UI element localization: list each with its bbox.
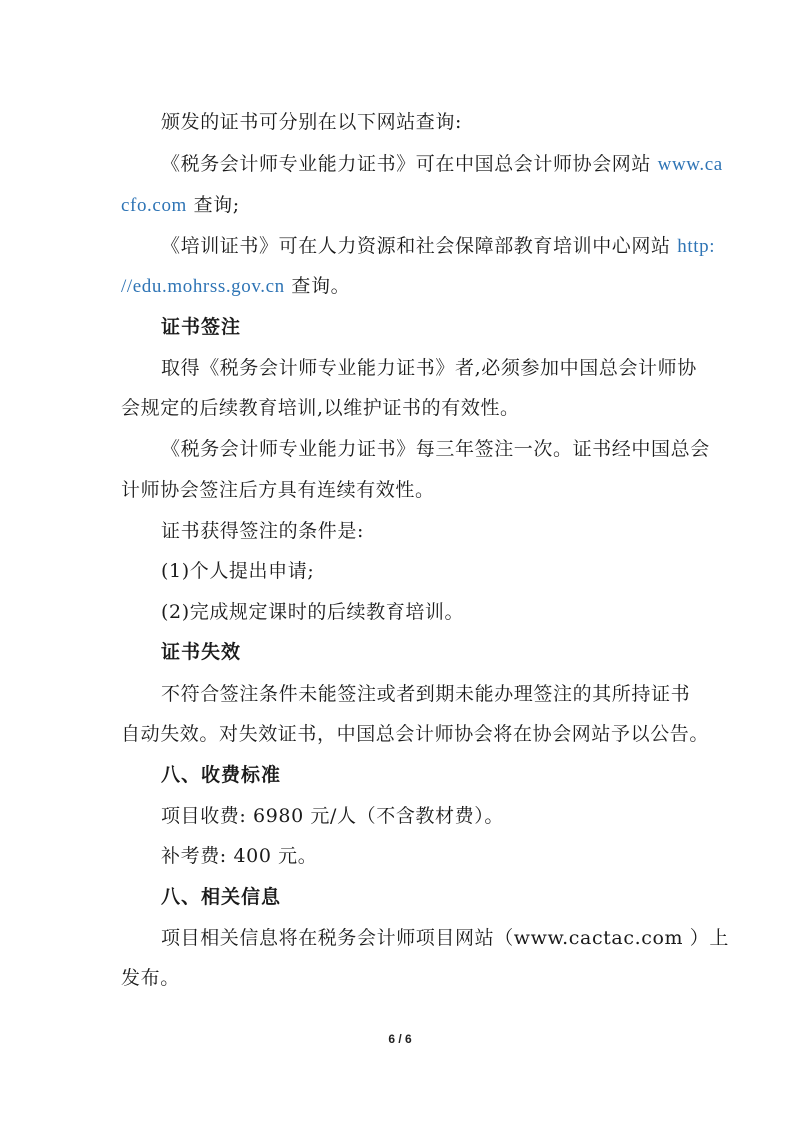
paragraph-project-fee: 项目收费: 6980 元/人（不含教材费）。 bbox=[161, 805, 504, 827]
list-item-condition-1: (1)个人提出申请; bbox=[161, 560, 315, 582]
paragraph-text: 《税务会计师专业能力证书》可在中国总会计师协会网站 bbox=[161, 153, 658, 175]
paragraph-invalid-rule: 不符合签注条件未能签注或者到期未能办理签注的其所持证书 bbox=[161, 683, 691, 705]
paragraph-signing-period: 《税务会计师专业能力证书》每三年签注一次。证书经中国总会 bbox=[161, 438, 710, 460]
paragraph-signing-conditions: 证书获得签注的条件是: bbox=[161, 520, 365, 542]
heading-related-info: 八、相关信息 bbox=[161, 886, 282, 908]
page-number: 6 / 6 bbox=[388, 1032, 412, 1046]
mohrss-link[interactable]: http: bbox=[677, 236, 716, 257]
paragraph-tax-cert-query bbox=[161, 150, 723, 179]
heading-certificate-invalid: 证书失效 bbox=[161, 641, 242, 663]
paragraph-info-website-cont: 发布。 bbox=[121, 967, 180, 989]
paragraph-info-website: 项目相关信息将在税务会计师项目网站（www.cactac.com ）上 bbox=[161, 927, 729, 949]
paragraph-text: 查询。 bbox=[284, 275, 351, 297]
cacfo-link-cont[interactable]: cfo.com bbox=[121, 195, 187, 216]
paragraph-retake-fee: 补考费: 400 元。 bbox=[161, 845, 318, 867]
paragraph-continuing-education-cont: 会规定的后续教育培训,以维护证书的有效性。 bbox=[121, 397, 520, 419]
paragraph-text: 《培训证书》可在人力资源和社会保障部教育培训中心网站 bbox=[161, 235, 678, 257]
paragraph-signing-period-cont: 计师协会签注后方具有连续有效性。 bbox=[121, 479, 435, 501]
paragraph-continuing-education: 取得《税务会计师专业能力证书》者,必须参加中国总会计师协 bbox=[161, 357, 697, 379]
heading-certificate-signing: 证书签注 bbox=[161, 316, 242, 338]
heading-fee-standard: 八、收费标准 bbox=[161, 764, 282, 786]
paragraph-training-cert-query-cont bbox=[121, 272, 350, 301]
paragraph-training-cert-query bbox=[161, 232, 715, 261]
mohrss-link-cont[interactable]: //edu.mohrss.gov.cn bbox=[121, 276, 285, 297]
paragraph-certificate-query: 颁发的证书可分别在以下网站查询: bbox=[161, 111, 463, 133]
list-item-condition-2: (2)完成规定课时的后续教育培训。 bbox=[161, 601, 465, 623]
cacfo-link[interactable]: www.ca bbox=[657, 154, 723, 175]
paragraph-tax-cert-query-cont bbox=[121, 191, 240, 220]
paragraph-text: 查询; bbox=[186, 194, 240, 216]
paragraph-invalid-rule-cont: 自动失效。对失效证书，中国总会计师协会将在协会网站予以公告。 bbox=[121, 723, 710, 745]
